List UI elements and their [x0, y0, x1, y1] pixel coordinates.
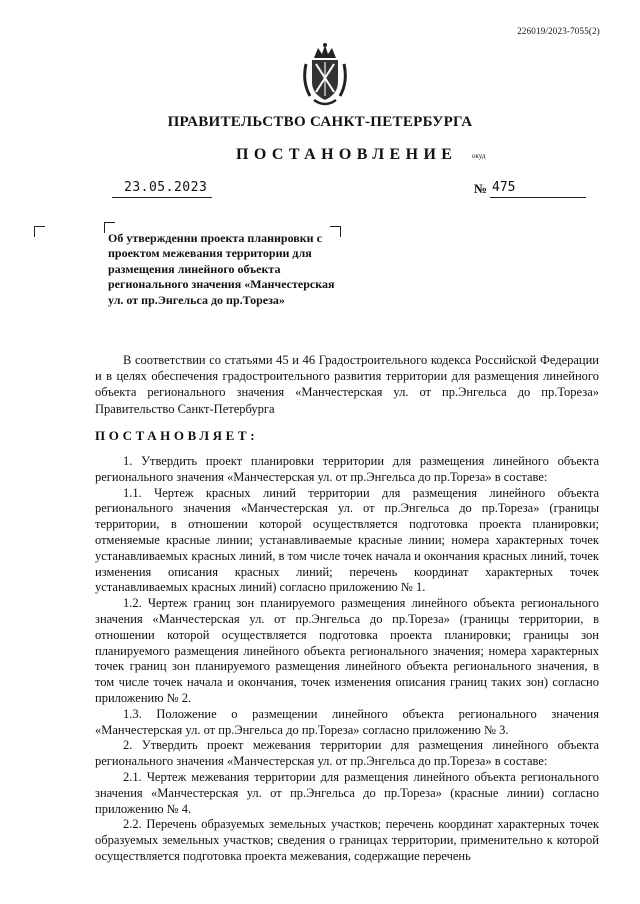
document-date: 23.05.2023: [124, 180, 208, 195]
paragraph-2: 2. Утвердить проект межевания территории для размещения линейного объекта регионального значения «Манчестерская ул. от пр.Энгельса до пр.Тореза» в составе:: [95, 738, 599, 769]
number-sign: №: [474, 181, 488, 196]
paragraph-1-1: 1.1. Чертеж красных линий территории для размещения линейного объекта регионального значения «Манчестерская ул. от пр.Энгельса до пр.Тореза» (границы территории, в отношении которой осуществляется подготовка проекта планировки; отменяемые красные линии; устанавливаемые красные линии; номера характерных точек устанавливаемых красных линий, в том числе точек начала и окончания красных линий, точек изменения описания красных линий; перечень координат характерных точек устанавливаемых красных линий) согласно приложению № 1.: [95, 485, 599, 595]
date-underline: [112, 197, 212, 198]
document-number: 475: [492, 180, 516, 195]
number-underline: [490, 197, 586, 198]
document-title: ПОСТАНОВЛЕНИЕ: [236, 146, 458, 163]
paragraph-2-2: 2.2. Перечень образуемых земельных участков; перечень координат характерных точек образуемых земельных участков; сведения о границах территории, применительно к которой осуществляется подготовка проекта межевания, содержащие перечень: [95, 817, 599, 863]
resolves-heading: ПОСТАНОВЛЯЕТ:: [95, 428, 259, 443]
okud-label: окуд: [472, 152, 486, 160]
paragraph-1: 1. Утвердить проект планировки территории для размещения линейного объекта регионального значения «Манчестерская ул. от пр.Энгельса до пр.Тореза» в составе:: [95, 454, 599, 484]
registration-number: 226019/2023-7055(2): [517, 26, 600, 36]
government-name: ПРАВИТЕЛЬСТВО САНКТ-ПЕТЕРБУРГА: [167, 114, 473, 130]
coat-of-arms-emblem: [300, 42, 350, 108]
document-body: [95, 454, 599, 865]
paragraph-2-1: 2.1. Чертеж межевания территории для размещения линейного объекта регионального значения «Манчестерская ул. от пр.Энгельса до пр.Тореза» (красные линии) согласно приложению № 4.: [95, 769, 599, 816]
paragraph-1-3: 1.3. Положение о размещении линейного объекта регионального значения «Манчестерская ул. от пр.Энгельса до пр.Тореза» согласно приложению № 3.: [95, 706, 599, 737]
document-subject: Об утверждении проекта планировки с проектом межевания территории для размещения линейного объекта регионального значения «Манчестерская ул. от пр.Энгельса до пр.Тореза»: [108, 231, 335, 307]
paragraph-1-2: 1.2. Чертеж границ зон планируемого размещения линейного объекта регионального значения «Манчестерская ул. от пр.Энгельса до пр.Тореза» (границы территории, в отношении которой осуществляется подготовка проекта планировки; границы зон планируемого размещения линейного объекта регионального значения; номера характерных точек границ зон планируемого размещения линейного объекта регионального значения, в том числе точек начала и окончания, точек изменения описания границ таких зон) согласно приложению № 2.: [95, 596, 599, 705]
preamble-paragraph: В соответствии со статьями 45 и 46 Градостроительного кодекса Российской Федерации и в целях обеспечения градостроительного развития территории для размещения линейного объекта регионального значения «Манчестерская ул. от пр.Энгельса до пр.Тореза» Правительство Санкт-Петербурга: [95, 353, 599, 416]
corner-mark-outer-left: [34, 226, 45, 237]
